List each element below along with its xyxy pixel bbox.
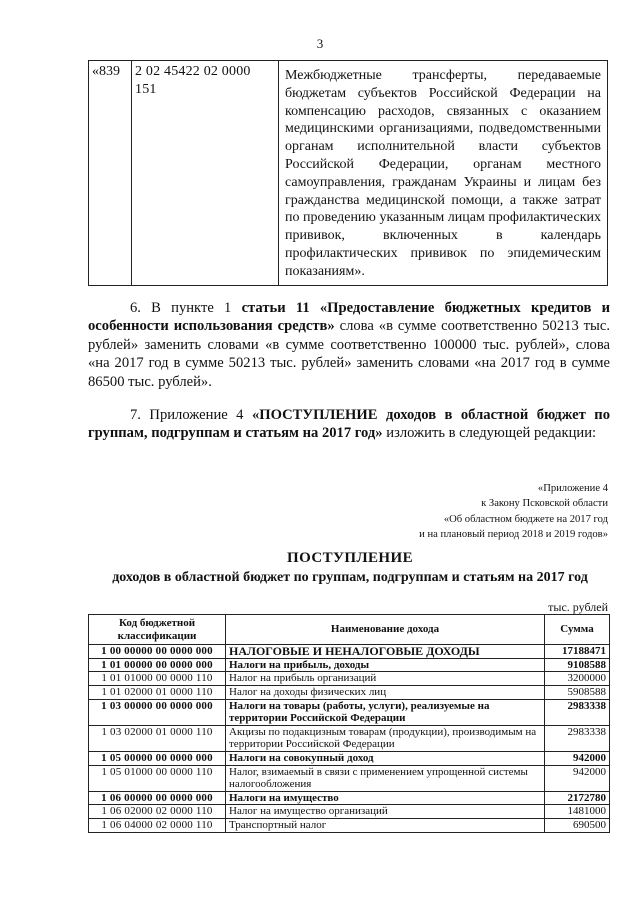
row-description: Межбюджетные трансферты, передаваемые бюджетам субъектов Российской Федерации на компенсацию расходов, связанных с оказанием медицинскими организациями, подведомственными органам исполнительной власти субъектов Российской Федерации, органам местного самоуправления, гражданам Украины и лицам без гражданства медицинской помощи, а также затрат по проведению указанным лицам профилактических прививок, включенных в календарь профилактических прививок по эпидемическим показаниям». [279, 61, 608, 286]
row-sum: 17188471 [545, 645, 610, 659]
table-row [89, 751, 610, 765]
row-sum: 1481000 [545, 805, 610, 819]
row-name: Налог на имущество организаций [226, 805, 545, 819]
appendix-line-3: «Об областном бюджете на 2017 год [443, 513, 608, 525]
row-name: Налог на доходы физических лиц [226, 685, 545, 699]
appendix-line-4: и на плановый период 2018 и 2019 годов» [419, 529, 608, 541]
paragraph-6-bold: статьи 11 «Предоставление бюджетных кредитов и особенности использования средств» [88, 300, 610, 335]
header-name: Наименование дохода [226, 615, 545, 645]
paragraph-6 [88, 299, 610, 391]
page-number: 3 [316, 36, 324, 51]
row-code: 1 06 04000 02 0000 110 [89, 818, 226, 832]
table-row [89, 645, 610, 659]
row-code: 1 05 01000 00 0000 110 [89, 765, 226, 791]
income-table [88, 614, 610, 833]
row-sum: 942000 [545, 765, 610, 791]
row-name: НАЛОГОВЫЕ И НЕНАЛОГОВЫЕ ДОХОДЫ [226, 645, 545, 659]
row-code: 1 00 00000 00 0000 000 [89, 645, 226, 659]
paragraph-6-start: 6. В пункте 1 [130, 300, 242, 316]
row-name: Налоги на прибыль, доходы [226, 658, 545, 672]
row-sum: 3200000 [545, 672, 610, 686]
paragraph-7-start: 7. Приложение 4 [130, 407, 252, 423]
row-prefix: «839 [89, 61, 132, 286]
table-row [89, 725, 610, 751]
row-sum: 690500 [545, 818, 610, 832]
table-row [89, 699, 610, 725]
table-row [89, 791, 610, 805]
paragraph-7 [88, 406, 610, 443]
table-header-row [89, 615, 610, 645]
row-name: Налоги на имущество [226, 791, 545, 805]
row-sum: 2172780 [545, 791, 610, 805]
section-subtitle: доходов в областной бюджет по группам, подгруппам и статьям на 2017 год [112, 570, 588, 585]
row-sum: 2983338 [545, 699, 610, 725]
continuation-table [88, 60, 608, 286]
table-row [89, 672, 610, 686]
header-sum: Сумма [545, 615, 610, 645]
table-row [89, 685, 610, 699]
table-row [89, 765, 610, 791]
row-code: 1 01 02000 01 0000 110 [89, 685, 226, 699]
row-name: Акцизы по подакцизным товарам (продукции), производимым на территории Российской Федерации [226, 725, 545, 751]
paragraph-7-rest: изложить в следующей редакции: [382, 425, 597, 442]
appendix-line-1: «Приложение 4 [537, 483, 608, 494]
table-row [89, 805, 610, 819]
paragraph-7-bold: «ПОСТУПЛЕНИЕ доходов в областной бюджет по группам, подгруппам и статьям на 2017 год» [88, 407, 610, 442]
row-sum: 2983338 [545, 725, 610, 751]
section-title: ПОСТУПЛЕНИЕ [287, 550, 413, 566]
row-name: Транспортный налог [226, 818, 545, 832]
units-label: тыс. рублей [548, 600, 608, 614]
appendix-line-2: к Закону Псковской области [481, 498, 608, 510]
row-sum: 5908588 [545, 685, 610, 699]
row-code: 1 03 00000 00 0000 000 [89, 699, 226, 725]
paragraph-6-rest: слова «в сумме соответственно 50213 тыс. рублей» заменить словами «в сумме соответственно 100000 тыс. рублей», слова «на 2017 год в сумме 50213 тыс. рублей» заменить словами «на 2017 год в сумме 86500 тыс. рублей». [88, 318, 610, 390]
row-name: Налог, взимаемый в связи с применением упрощенной системы налогообложения [226, 765, 545, 791]
row-code: 1 06 00000 00 0000 000 [89, 791, 226, 805]
row-sum: 9108588 [545, 658, 610, 672]
row-name: Налоги на совокупный доход [226, 751, 545, 765]
table-row [89, 818, 610, 832]
table-row [89, 658, 610, 672]
row-code: 1 01 01000 00 0000 110 [89, 672, 226, 686]
row-code: 1 03 02000 01 0000 110 [89, 725, 226, 751]
row-name: Налоги на товары (работы, услуги), реализуемые на территории Российской Федерации [226, 699, 545, 725]
header-code: Код бюджетной классификации [89, 615, 226, 645]
appendix-header [308, 481, 608, 543]
row-code: 1 06 02000 02 0000 110 [89, 805, 226, 819]
row-sum: 942000 [545, 751, 610, 765]
row-name: Налог на прибыль организаций [226, 672, 545, 686]
row-code: 1 05 00000 00 0000 000 [89, 751, 226, 765]
budget-code: 2 02 45422 02 0000 151 [132, 61, 279, 286]
table-row [89, 61, 608, 286]
row-code: 1 01 00000 00 0000 000 [89, 658, 226, 672]
